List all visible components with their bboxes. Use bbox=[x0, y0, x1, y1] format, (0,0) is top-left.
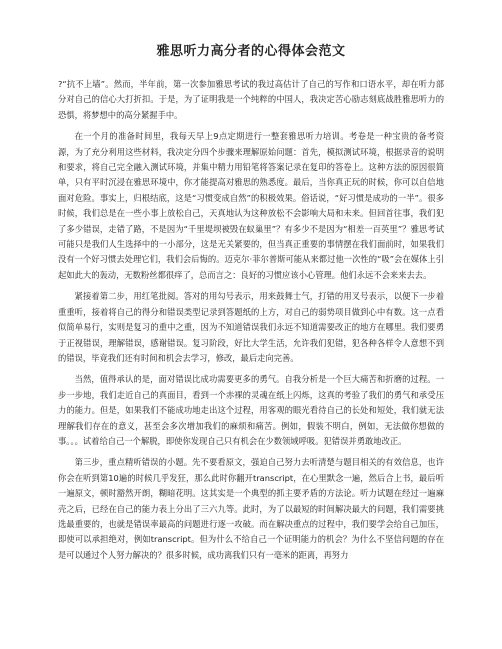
page-title: 雅思听力高分者的心得体会范文 bbox=[156, 44, 346, 59]
paragraph-1: ?“抗不上墙”。然而，半年前，第一次参加雅思考试的我过高估计了自己的写作和口语水平，却在听力部分对自己的信心大打折扣。于是，为了证明我是一个纯粹的中国人，我决定苦心励志刻底战胜雅思听力的恐惧，将梦想中的高分紧握手中。 bbox=[58, 79, 444, 120]
paragraph-4: 当然，值得承认的是，面对错误比成功需要更多的勇气。自我分析是一个巨大痛苦和折磨的过程。一步一步地，我们走近自己的真面目，看到一个赤裸的灵魂在纸上闪烁，这真的考验了我们的勇气和承受压力的能力。但是，如果我们不能成功地走出这个过程，用客观的眼光看待自己的长处和短处，我们就无法理解我们存在的意义，甚至会多次增加我们的麻烦和痛苦。例如，假装不明白，例如，无法做你想做的事。。。试着给自己一个解脱，即使你发现自己只有机会在少数领域呼吸。犯错误并勇敢地改正。 bbox=[58, 374, 444, 446]
paragraph-3: 紧接着第二步，用红笔批阅。答对的用勾号表示，用来鼓舞士气，打错的用叉号表示，以便下一步着重重听，接着将自己的得分和错误类型记录到答题纸的上方，对自己的弱势项目做到心中有数。这一点看似简单易行，实则是复习的重中之重，因为不知道错误我们永远不知道需要改正的地方在哪里。我们要勇于正视错误，理解错误，感谢错误。复习阶段，好比大学生活，允许我们犯错，犯各种各样令人意想不到的错误，毕竟我们还有时间和机会去学习，修改，最后走向完善。 bbox=[58, 291, 444, 363]
paragraph-2: 在一个月的准备时间里，我每天早上9点定期进行一整套雅思听力培训。考卷是一种宝贵的备考资源，为了充分利用这些材料，我决定分四个步骤来理解原始问题：首先，模拟测试环境，根据录音的说明和要求，将自己完全融入测试环境，并集中精力用铅笔将答案记录在复印的答卷上。这种方法的原因很简单，只有平时沉浸在雅思环境中，你才能提高对雅思的熟悉度。最后，当你真正玩的时候，你可以自信地面对危险。事实上，归根结底，这是“习惯变成自然”的积极效果。俗话说，“好习惯是成功的一半”。很多时候，我们总是在一些小事上放松自己，天真地认为这种放松不会影响大局和未来。但回首往事，我们犯了多少错误，走错了路，不是因为“千里堤坝被毁在蚁巢里”？有多少不是因为“相差一百英里”？雅思考试可能只是我们人生选择中的一小部分，这是无关紧要的，但当真正重要的事情摆在我们面前时，如果我们没有一个好习惯去处理它们，我们会后悔的。迈克尔·菲尔普斯可能从来都过他一次性的“吸”会在媒体上引起如此大的轰动，无数粉丝都很痒了，总而言之：良好的习惯应该小心管理。他们永远不会来来去去。 bbox=[58, 131, 444, 280]
paragraph-5: 第三步，重点精听错误的小题。先不要看原文，强迫自己努力去听清楚与题目相关的有效信息，也许你会在听到第10遍的时候几乎发狂，那么此时你翻开transcript，在心里默念一遍，然后合上书，最后听一遍原文，顿时豁然开朗，糊暗花明。这其实是一个典型的抓主要矛盾的方法论。听力试题在经过一遍麻壳之后，已经在自己的能力表上分出了三六九等。此时，为了以最短的时间解决最大的问题，我们需要挑选最重要的，也就是错误率最高的问题进行逐一攻破。而在解决重点的过程中，我们要学会给自己加压，即使可以承担绝对，例如transcript。但为什么不给自己一个证明能力的机会？为什么不坚信问题的存在是可以通过个人努力解决的？很多时候，成功离我们只有一毫米的距离，再努力 bbox=[58, 457, 444, 560]
